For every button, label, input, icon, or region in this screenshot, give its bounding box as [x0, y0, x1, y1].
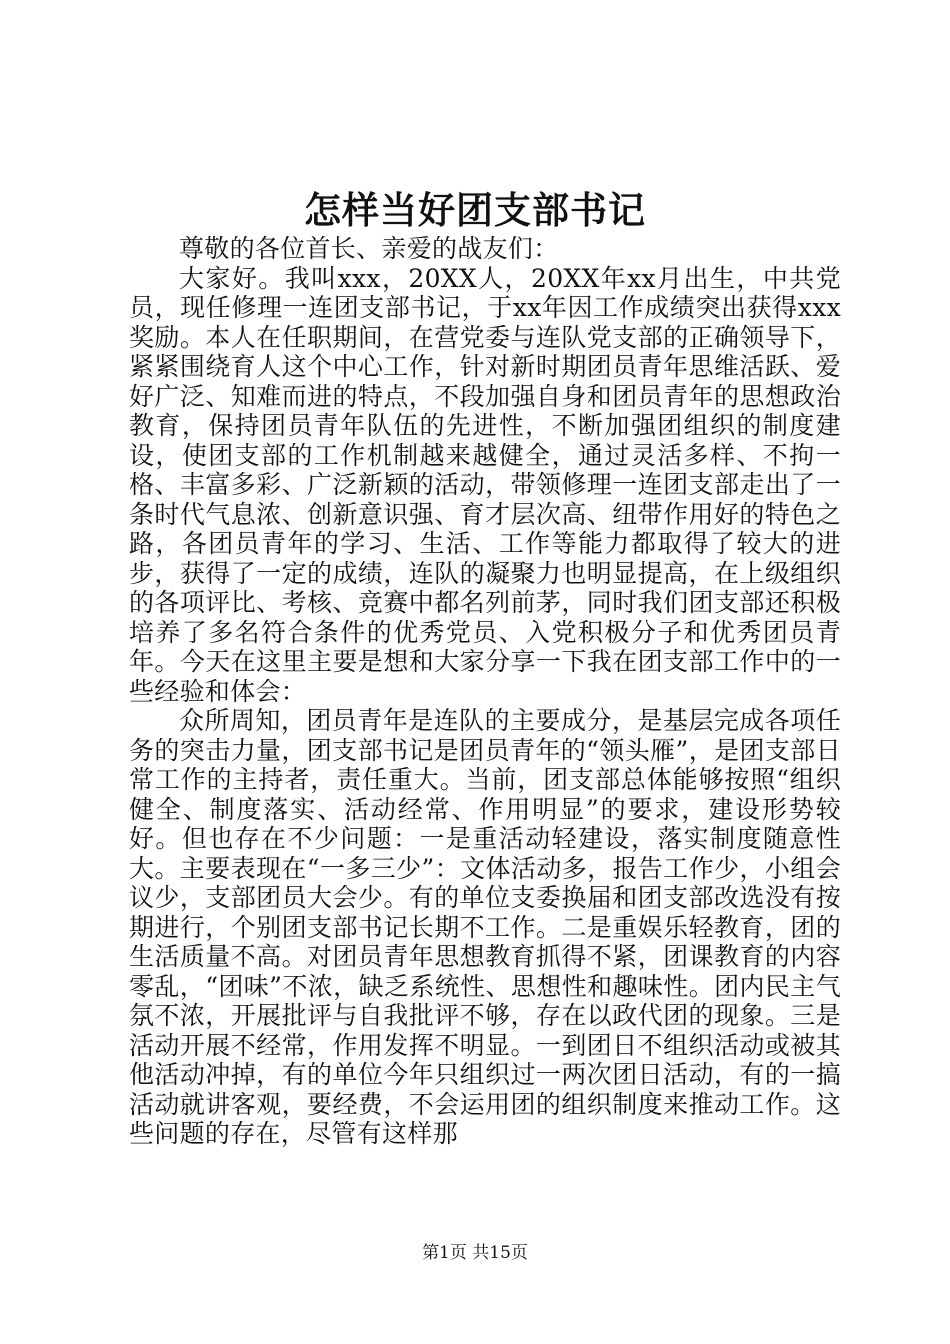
salutation-paragraph: 尊敬的各位首长、亲爱的战友们： — [179, 234, 559, 263]
document-title: 怎样当好团支部书记 — [304, 188, 646, 232]
introduction-paragraph: 大家好。我叫xxx，20XX人，20XX年xx月出生，中共党员，现任修理一连团支部书记，于xx年因工作成绩突出获得xxx奖励。本人在任职期间，在营党委与连队党支部的正确领导下，紧紧围绕育人这个中心工作，针对新时期团员青年思维活跃、爱好广泛、知难而进的特点，不段加强自身和团员青年的思想政治教育，保持团员青年队伍的先进性，不断加强团组织的制度建设，使团支部的工作机制越来越健全，通过灵活多样、不拘一格、丰富多彩、广泛新颖的活动，带领修理一连团支部走出了一条时代气息浓、创新意识强、育才层次高、纽带作用好的特色之路，各团员青年的学习、生活、工作等能力都取得了较大的进步，获得了一定的成绩，连队的凝聚力也明显提高，在上级组织的各项评比、考核、竞赛中都名列前茅，同时我们团支部还积极培养了多名符合条件的优秀党员、入党积极分子和优秀团员青年。今天在这里主要是想和大家分享一下我在团支部工作中的一些经验和体会： — [129, 263, 841, 706]
problems-paragraph: 众所周知，团员青年是连队的主要成分，是基层完成各项任务的突击力量，团支部书记是团员青年的“领头雁”，是团支部日常工作的主持者，责任重大。当前，团支部总体能够按照“组织健全、制度落实、活动经常、作用明显”的要求，建设形势较好。但也存在不少问题：一是重活动轻建设，落实制度随意性大。主要表现在“一多三少”：文体活动多，报告工作少，小组会议少，支部团员大会少。有的单位支委换届和团支部改选没有按期进行，个别团支部书记长期不工作。二是重娱乐轻教育，团的生活质量不高。对团员青年思想教育抓得不紧，团课教育的内容零乱，“团味”不浓，缺乏系统性、思想性和趣味性。团内民主气氛不浓，开展批评与自我批评不够，存在以政代团的现象。三是活动开展不经常，作用发挥不明显。一到团日不组织活动或被其他活动冲掉，有的单位今年只组织过一两次团日活动，有的一搞活动就讲客观，要经费，不会运用团的组织制度来推动工作。这些问题的存在，尽管有这样那 — [129, 706, 841, 1148]
page-number-footer: 第1页 共15页 — [422, 1243, 528, 1263]
document-body — [129, 234, 841, 1149]
